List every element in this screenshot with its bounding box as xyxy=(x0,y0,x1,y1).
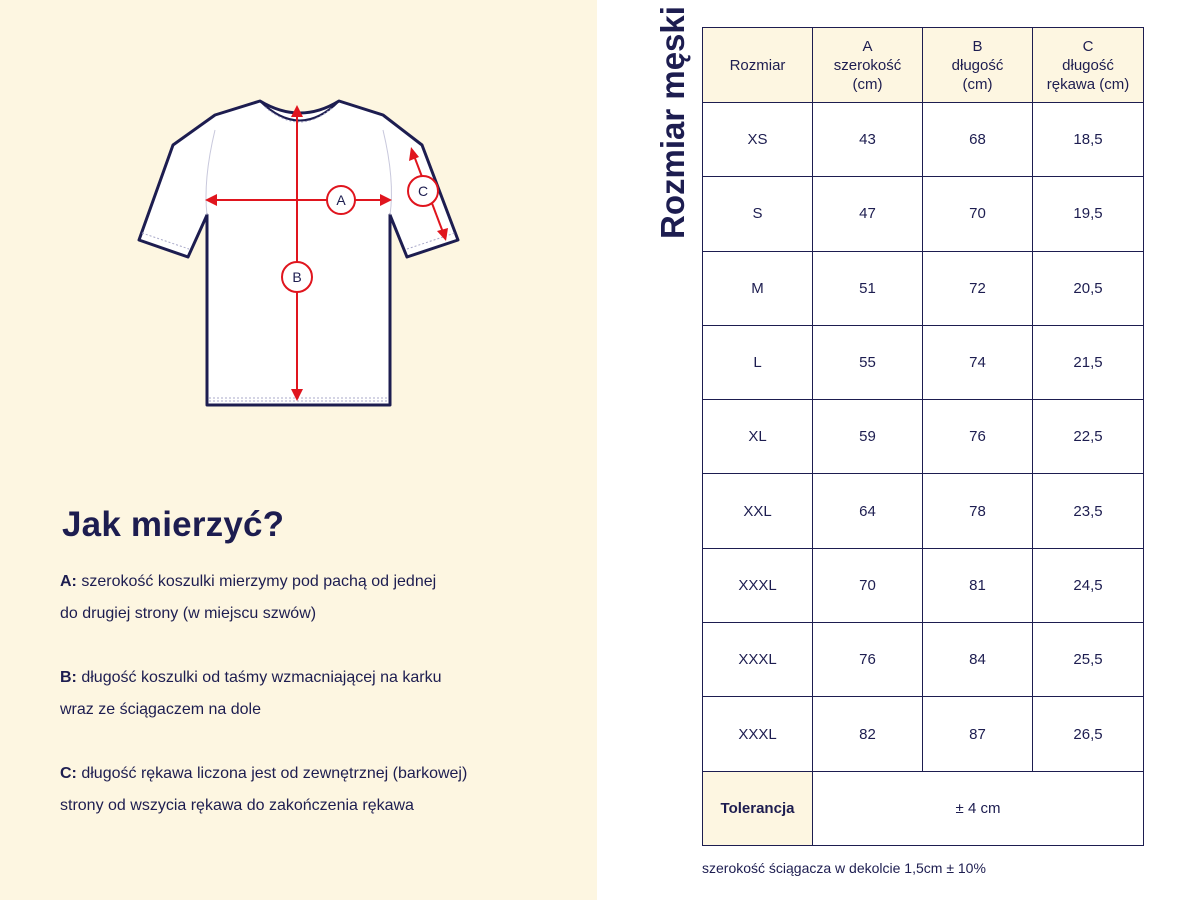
cell-width: 51 xyxy=(813,251,923,325)
cell-sleeve: 26,5 xyxy=(1033,697,1144,771)
cell-width: 70 xyxy=(813,548,923,622)
instruction-c-line1: długość rękawa liczona jest od zewnętrznej (barkowej) xyxy=(81,765,468,782)
svg-text:C: C xyxy=(417,183,429,199)
table-row xyxy=(703,251,1144,325)
instruction-a-line1: szerokość koszulki mierzymy pod pachą od jednej xyxy=(81,573,437,590)
instruction-c xyxy=(60,758,580,822)
cell-length: 84 xyxy=(923,623,1033,697)
instruction-b xyxy=(60,662,580,726)
svg-text:B: B xyxy=(292,269,302,285)
cell-length: 76 xyxy=(923,400,1033,474)
header-width: A szerokość (cm) xyxy=(813,28,923,103)
instruction-b-key: B: xyxy=(60,669,77,686)
how-to-measure-title: Jak mierzyć? xyxy=(62,505,285,544)
tolerance-value: ± 4 cm xyxy=(813,771,1144,845)
cell-length: 70 xyxy=(923,177,1033,251)
table-row xyxy=(703,400,1144,474)
cell-sleeve: 22,5 xyxy=(1033,400,1144,474)
marker-b xyxy=(282,262,312,292)
table-row xyxy=(703,548,1144,622)
cell-width: 43 xyxy=(813,103,923,177)
size-chart-title: Rozmiar męski xyxy=(654,6,691,239)
collar-rib-footnote: szerokość ściągacza w dekolcie 1,5cm ± 10% xyxy=(702,860,986,876)
cell-length: 68 xyxy=(923,103,1033,177)
cell-sleeve: 18,5 xyxy=(1033,103,1144,177)
cell-sleeve: 19,5 xyxy=(1033,177,1144,251)
cell-sleeve: 24,5 xyxy=(1033,548,1144,622)
instruction-c-line2: strony od wszycia rękawa do zakończenia rękawa xyxy=(60,797,414,814)
marker-a xyxy=(327,186,355,214)
cell-width: 64 xyxy=(813,474,923,548)
cell-length: 78 xyxy=(923,474,1033,548)
cell-size: XXXL xyxy=(703,697,813,771)
cell-size: XXXL xyxy=(703,548,813,622)
instruction-a-key: A: xyxy=(60,573,77,590)
table-row xyxy=(703,623,1144,697)
cell-sleeve: 25,5 xyxy=(1033,623,1144,697)
cell-length: 87 xyxy=(923,697,1033,771)
instruction-a xyxy=(60,566,580,630)
cell-sleeve: 20,5 xyxy=(1033,251,1144,325)
instruction-a-line2: do drugiej strony (w miejscu szwów) xyxy=(60,605,317,622)
cell-size: XS xyxy=(703,103,813,177)
cell-width: 59 xyxy=(813,400,923,474)
cell-width: 55 xyxy=(813,325,923,399)
cell-size: S xyxy=(703,177,813,251)
left-panel xyxy=(0,0,597,900)
tolerance-row xyxy=(703,771,1144,845)
marker-c xyxy=(408,176,438,206)
size-table-header xyxy=(703,28,1144,103)
size-table xyxy=(702,27,1144,846)
svg-text:A: A xyxy=(336,192,346,208)
tshirt-outline xyxy=(139,101,458,405)
instruction-b-line1: długość koszulki od taśmy wzmacniającej na karku xyxy=(81,669,442,686)
table-row xyxy=(703,103,1144,177)
cell-size: M xyxy=(703,251,813,325)
cell-length: 81 xyxy=(923,548,1033,622)
table-row xyxy=(703,177,1144,251)
table-row xyxy=(703,697,1144,771)
table-row xyxy=(703,474,1144,548)
cell-width: 76 xyxy=(813,623,923,697)
cell-size: XXL xyxy=(703,474,813,548)
table-row xyxy=(703,325,1144,399)
cell-size: L xyxy=(703,325,813,399)
cell-size: XXXL xyxy=(703,623,813,697)
cell-length: 74 xyxy=(923,325,1033,399)
header-length: B długość (cm) xyxy=(923,28,1033,103)
header-sleeve: C długość rękawa (cm) xyxy=(1033,28,1144,103)
instruction-b-line2: wraz ze ściągaczem na dole xyxy=(60,701,261,718)
cell-sleeve: 21,5 xyxy=(1033,325,1144,399)
instruction-c-key: C: xyxy=(60,765,77,782)
cell-width: 82 xyxy=(813,697,923,771)
tshirt-diagram xyxy=(125,85,475,420)
cell-length: 72 xyxy=(923,251,1033,325)
tolerance-label: Tolerancja xyxy=(703,771,813,845)
header-size: Rozmiar xyxy=(703,28,813,103)
cell-size: XL xyxy=(703,400,813,474)
cell-sleeve: 23,5 xyxy=(1033,474,1144,548)
cell-width: 47 xyxy=(813,177,923,251)
